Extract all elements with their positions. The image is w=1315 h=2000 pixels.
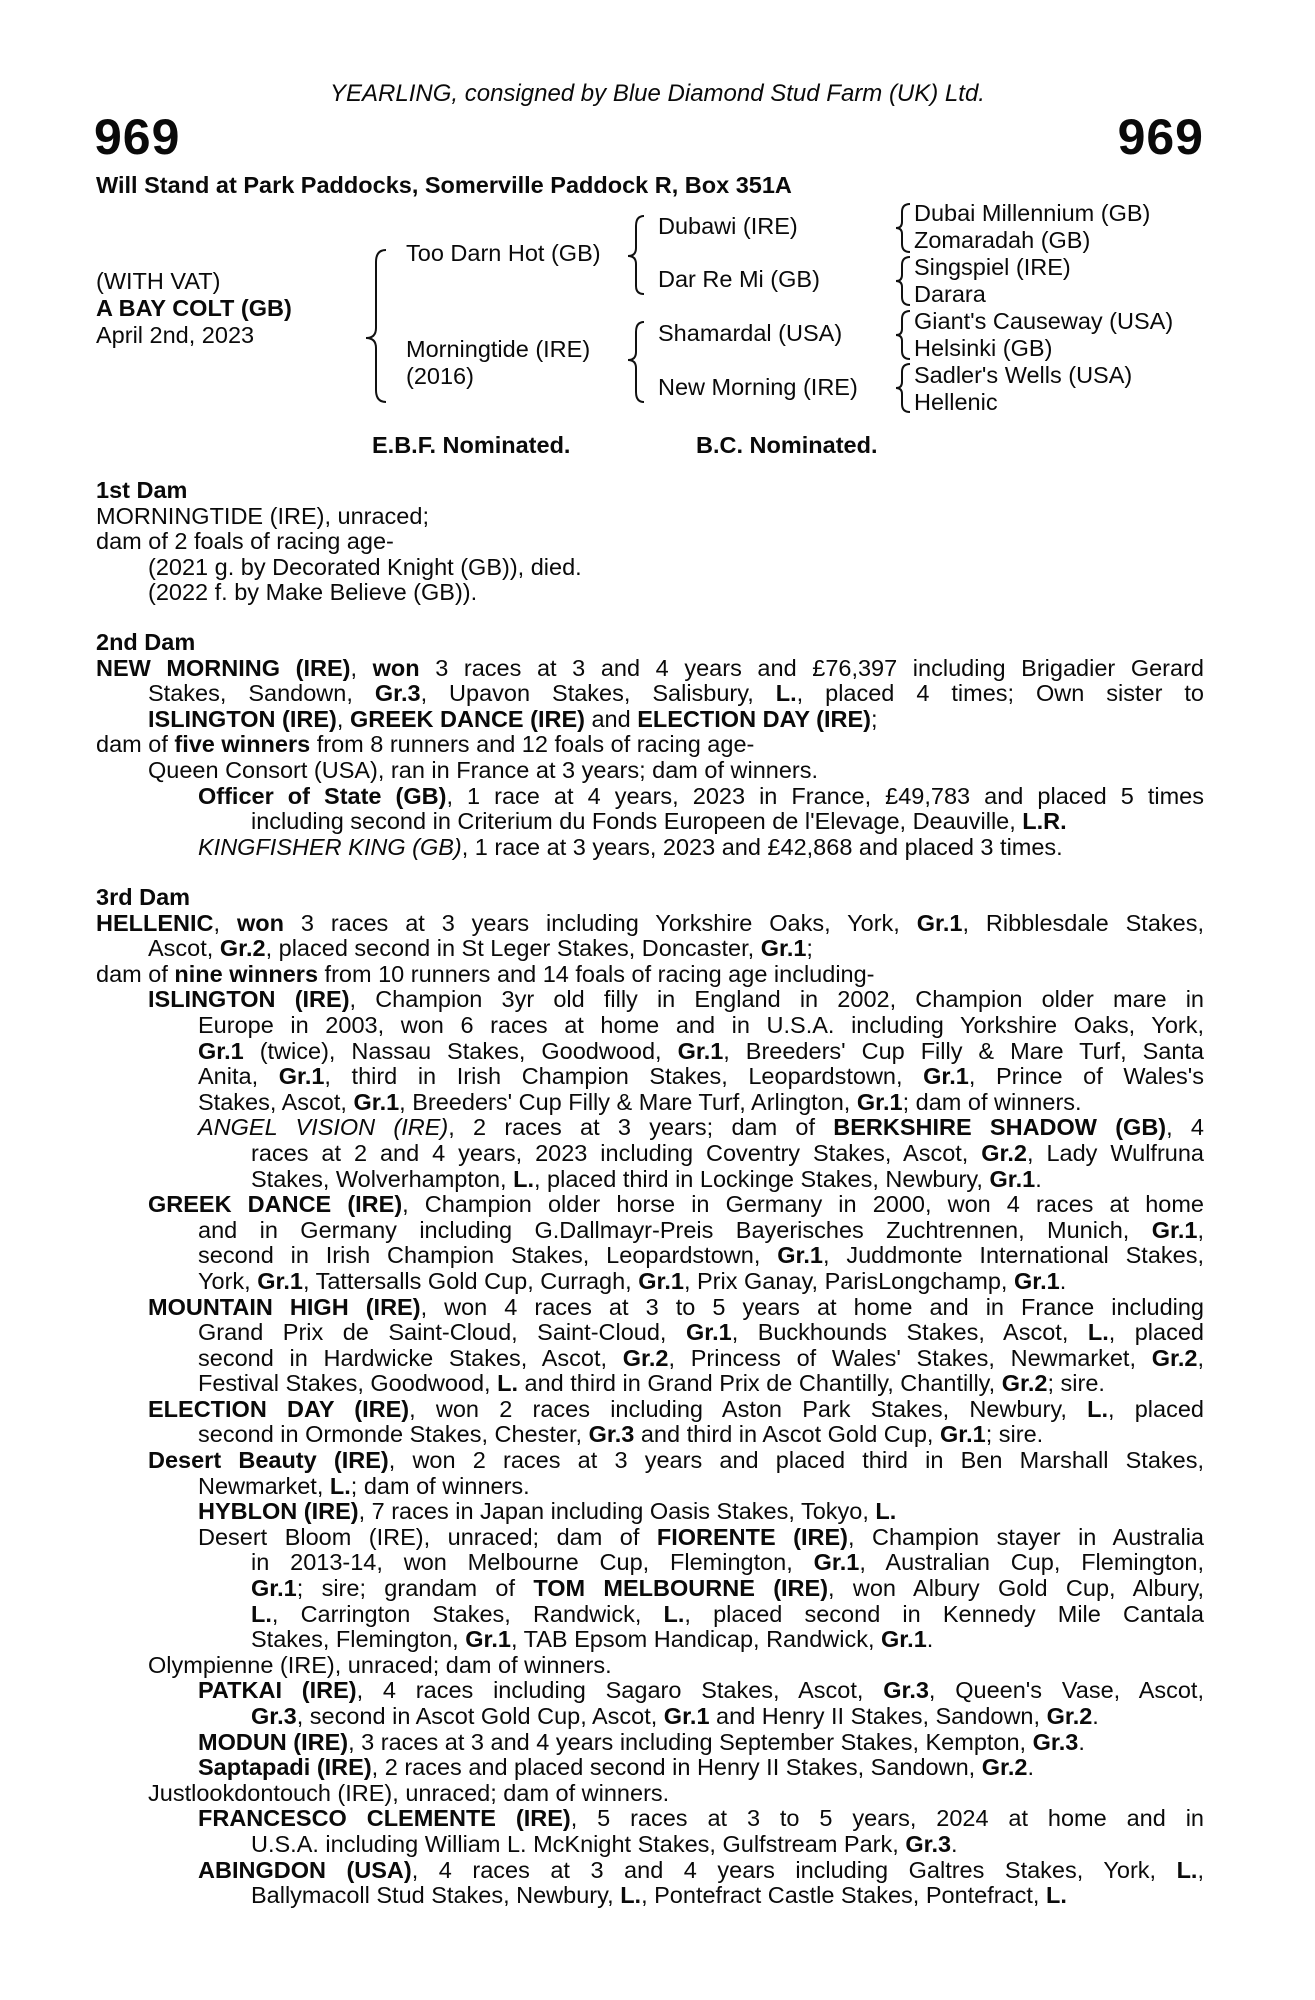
text-line: Europe in 2003, won 6 races at home and in U.S.A. including Yorkshire Oaks, York, <box>198 1011 1204 1038</box>
text-line: FRANCESCO CLEMENTE (IRE), 5 races at 3 to 5 years, 2024 at home and in <box>198 1805 1204 1832</box>
text-line: second in Irish Champion Stakes, Leopardstown, Gr.1, Juddmonte International Stakes, <box>198 1242 1204 1269</box>
text-line: ABINGDON (USA), 4 races at 3 and 4 years including Galtres Stakes, York, L., <box>198 1856 1204 1883</box>
text-line: Officer of State (GB), 1 race at 4 years, 2023 in France, £49,783 and placed 5 times <box>198 782 1204 809</box>
text-line: ELECTION DAY (IRE), won 2 races including Aston Park Stakes, Newbury, L., placed <box>148 1395 1204 1422</box>
bc-nomination: B.C. Nominated. <box>696 432 878 458</box>
text-line: races at 2 and 4 years, 2023 including Coventry Stakes, Ascot, Gr.2, Lady Wulfruna <box>251 1139 1204 1166</box>
first-dam-foal: (2021 g. by Decorated Knight (GB)), died. <box>148 553 582 580</box>
third-dam-heading: 3rd Dam <box>96 884 191 910</box>
second-dam-heading: 2nd Dam <box>96 629 196 655</box>
text-line: Stakes, Ascot, Gr.1, Breeders' Cup Filly & Mare Turf, Arlington, Gr.1; dam of winners. <box>198 1088 1082 1115</box>
text-line: Stakes, Flemington, Gr.1, TAB Epsom Handicap, Randwick, Gr.1. <box>251 1626 934 1653</box>
text-line: ISLINGTON (IRE), Champion 3yr old filly in England in 2002, Champion older mare in <box>148 986 1204 1013</box>
first-dam-line: dam of 2 foals of racing age- <box>96 528 394 555</box>
text-line: MODUN (IRE), 3 races at 3 and 4 years including September Stakes, Kempton, Gr.3. <box>198 1728 1085 1755</box>
consignment-line: YEARLING, consigned by Blue Diamond Stud Farm (UK) Ltd. <box>330 80 985 107</box>
text-line: Saptapadi (IRE), 2 races and placed second in Henry II Stakes, Sandown, Gr.2. <box>198 1754 1034 1781</box>
text-line: York, Gr.1, Tattersalls Gold Cup, Curragh, Gr.1, Prix Ganay, ParisLongchamp, Gr.1. <box>198 1267 1067 1294</box>
pedigree-dam-year: (2016) <box>406 363 474 389</box>
lot-number-right: 969 <box>1117 109 1204 165</box>
pedigree-ggp-7: Sadler's Wells (USA) <box>914 362 1133 388</box>
second-dam-section <box>96 630 1204 860</box>
stand-location: Will Stand at Park Paddocks, Somerville Paddock R, Box 351A <box>96 172 792 198</box>
pedigree-ggp-5: Giant's Causeway (USA) <box>914 308 1174 334</box>
text-line: Ascot, Gr.2, placed second in St Leger Stakes, Doncaster, Gr.1; <box>148 935 813 962</box>
text-line: second in Ormonde Stakes, Chester, Gr.3 and third in Ascot Gold Cup, Gr.1; sire. <box>198 1421 1044 1448</box>
pedigree-dam-sire: Shamardal (USA) <box>658 320 843 346</box>
text-line: Gr.1 (twice), Nassau Stakes, Goodwood, Gr.1, Breeders' Cup Filly & Mare Turf, Santa <box>198 1037 1204 1064</box>
text-line: Stakes, Sandown, Gr.3, Upavon Stakes, Salisbury, L., placed 4 times; Own sister to <box>148 680 1205 707</box>
text-line: second in Hardwicke Stakes, Ascot, Gr.2, Princess of Wales' Stakes, Newmarket, Gr.2, <box>198 1344 1204 1371</box>
first-dam-line: MORNINGTIDE (IRE), unraced; <box>96 502 429 529</box>
text-line: Justlookdontouch (IRE), unraced; dam of winners. <box>148 1779 670 1806</box>
ebf-nomination: E.B.F. Nominated. <box>372 432 571 458</box>
text-line: Anita, Gr.1, third in Irish Champion Stakes, Leopardstown, Gr.1, Prince of Wales's <box>198 1063 1204 1090</box>
pedigree-ggp-3: Singspiel (IRE) <box>914 254 1071 280</box>
text-line: HELLENIC, won 3 races at 3 years including Yorkshire Oaks, York, Gr.1, Ribblesdale Stakes, <box>96 909 1204 936</box>
text-line: and in Germany including G.Dallmayr-Preis Bayerisches Zuchtrennen, Munich, Gr.1, <box>198 1216 1204 1243</box>
text-line: Olympienne (IRE), unraced; dam of winners. <box>148 1651 612 1678</box>
text-line: U.S.A. including William L. McKnight Stakes, Gulfstream Park, Gr.3. <box>251 1830 958 1857</box>
text-line: Gr.3, second in Ascot Gold Cup, Ascot, Gr.1 and Henry II Stakes, Sandown, Gr.2. <box>251 1703 1099 1729</box>
text-line: Grand Prix de Saint-Cloud, Saint-Cloud, Gr.1, Buckhounds Stakes, Ascot, L., placed <box>198 1319 1204 1346</box>
foaling-date: April 2nd, 2023 <box>96 322 255 348</box>
text-line: L., Carrington Stakes, Randwick, L., placed second in Kennedy Mile Cantala <box>251 1600 1204 1627</box>
text-line: in 2013-14, won Melbourne Cup, Flemington, Gr.1, Australian Cup, Flemington, <box>251 1549 1204 1576</box>
first-dam-heading: 1st Dam <box>96 477 188 503</box>
first-dam-section <box>96 478 1204 606</box>
text-line: ANGEL VISION (IRE), 2 races at 3 years; dam of BERKSHIRE SHADOW (GB), 4 <box>198 1114 1204 1141</box>
lot-number-left: 969 <box>94 109 181 165</box>
pedigree-sire-sire: Dubawi (IRE) <box>658 213 798 239</box>
pedigree-sire-dam: Dar Re Mi (GB) <box>658 266 820 292</box>
text-line: Stakes, Wolverhampton, L., placed third in Lockinge Stakes, Newbury, Gr.1. <box>251 1165 1042 1192</box>
pedigree-ggp-6: Helsinki (GB) <box>914 335 1053 361</box>
text-line: Ballymacoll Stud Stakes, Newbury, L., Pontefract Castle Stakes, Pontefract, L. <box>251 1882 1067 1909</box>
pedigree-ggp-2: Zomaradah (GB) <box>914 227 1091 253</box>
text-line: including second in Criterium du Fonds Europeen de l'Elevage, Deauville, L.R. <box>251 808 1067 835</box>
pedigree-dam-dam: New Morning (IRE) <box>658 374 858 400</box>
text-line: NEW MORNING (IRE), won 3 races at 3 and 4 years and £76,397 including Brigadier Gerard <box>96 654 1204 681</box>
horse-name: A BAY COLT (GB) <box>96 295 292 321</box>
pedigree-ggp-8: Hellenic <box>914 389 998 415</box>
text-line: ISLINGTON (IRE), GREEK DANCE (IRE) and ELECTION DAY (IRE); <box>148 705 878 732</box>
third-dam-section <box>96 885 1204 1909</box>
text-line: dam of nine winners from 10 runners and 14 foals of racing age including- <box>96 960 875 987</box>
pedigree-ggp-4: Darara <box>914 281 986 307</box>
text-line: dam of five winners from 8 runners and 12 foals of racing age- <box>96 731 755 758</box>
text-line: Newmarket, L.; dam of winners. <box>198 1472 530 1499</box>
text-line: Desert Beauty (IRE), won 2 races at 3 years and placed third in Ben Marshall Stakes, <box>148 1447 1204 1474</box>
text-line: KINGFISHER KING (GB), 1 race at 3 years, 2023 and £42,868 and placed 3 times. <box>198 833 1063 860</box>
text-line: Desert Bloom (IRE), unraced; dam of FIORENTE (IRE), Champion stayer in Australia <box>198 1523 1204 1550</box>
text-line: PATKAI (IRE), 4 races including Sagaro Stakes, Ascot, Gr.3, Queen's Vase, Ascot, <box>198 1677 1204 1704</box>
pedigree-ggp-1: Dubai Millennium (GB) <box>914 200 1151 226</box>
text-line: Queen Consort (USA), ran in France at 3 years; dam of winners. <box>148 756 819 783</box>
text-line: GREEK DANCE (IRE), Champion older horse in Germany in 2000, won 4 races at home <box>148 1191 1204 1218</box>
text-line: HYBLON (IRE), 7 races in Japan including Oasis Stakes, Tokyo, L. <box>198 1498 897 1525</box>
text-line: MOUNTAIN HIGH (IRE), won 4 races at 3 to 5 years at home and in France including <box>148 1293 1204 1320</box>
first-dam-foal: (2022 f. by Make Believe (GB)). <box>148 579 478 606</box>
text-line: Gr.1; sire; grandam of TOM MELBOURNE (IRE), won Albury Gold Cup, Albury, <box>251 1575 1204 1602</box>
pedigree-sire: Too Darn Hot (GB) <box>406 240 601 266</box>
pedigree-dam: Morningtide (IRE) <box>406 336 591 362</box>
text-line: Festival Stakes, Goodwood, L. and third in Grand Prix de Chantilly, Chantilly, Gr.2; sire. <box>198 1370 1105 1397</box>
vat-note: (WITH VAT) <box>96 268 221 294</box>
